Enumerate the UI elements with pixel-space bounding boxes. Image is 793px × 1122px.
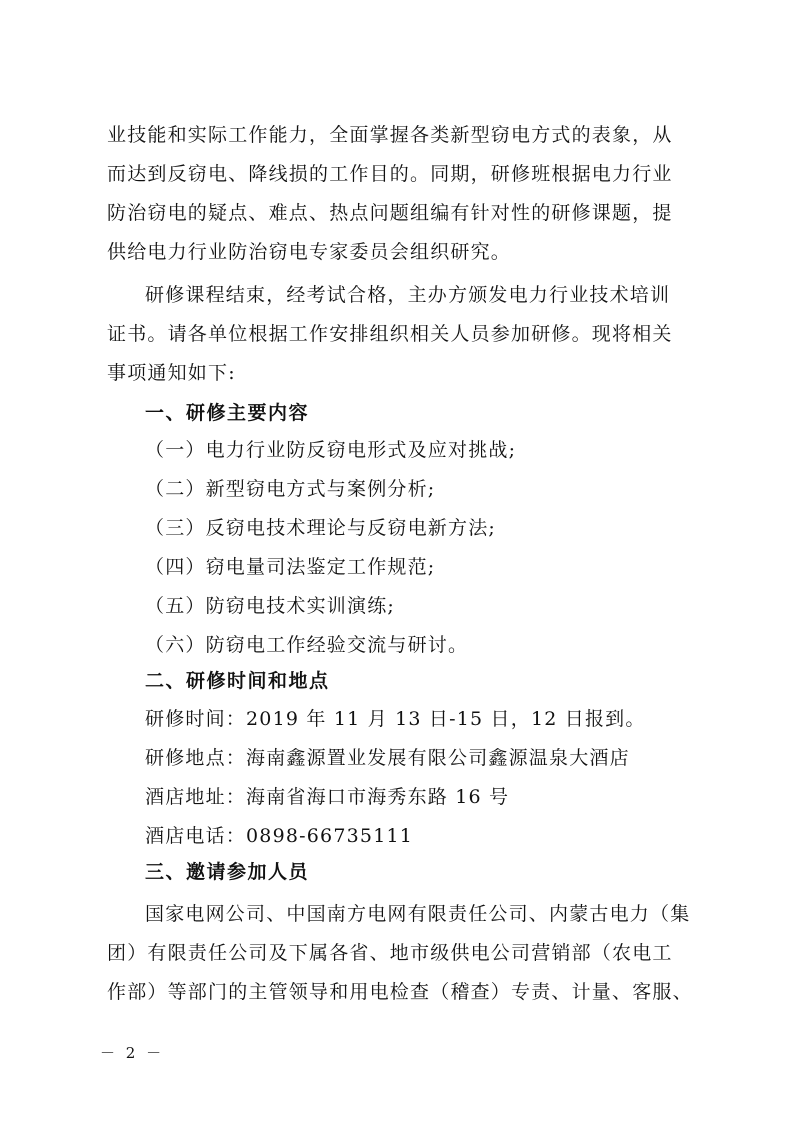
list-item: （二）新型窃电方式与案例分析; (145, 478, 436, 500)
page-number: － 2 － (100, 1044, 165, 1062)
list-item: 研修时间：2019 年 11 月 13 日-15 日，12 日报到。 (145, 708, 646, 730)
list-item: （五）防窃电技术实训演练; (145, 595, 396, 617)
text-line: 事项通知如下: (107, 362, 236, 384)
text-line: 团）有限责任公司及下属各省、地市级供电公司营销部（农电工 (107, 942, 673, 964)
text-line: 业技能和实际工作能力，全面掌握各类新型窃电方式的表象，从 (107, 124, 673, 146)
text-line: 作部）等部门的主管领导和用电检查（稽查）专责、计量、客服、 (107, 981, 693, 1003)
section-heading: 二、研修时间和地点 (145, 670, 330, 692)
text-line: 供给电力行业防治窃电专家委员会组织研究。 (107, 241, 512, 263)
list-item: （三）反窃电技术理论与反窃电新方法; (145, 517, 497, 539)
text-line: 研修课程结束，经考试合格，主办方颁发电力行业技术培训 (145, 284, 671, 306)
text-line: 国家电网公司、中国南方电网有限责任公司、内蒙古电力（集 (145, 903, 691, 925)
text-line: 证书。请各单位根据工作安排组织相关人员参加研修。现将相关 (107, 323, 673, 345)
text-line: 而达到反窃电、降线损的工作目的。同期，研修班根据电力行业 (107, 163, 673, 185)
list-item: （六）防窃电工作经验交流与研讨。 (145, 634, 469, 656)
list-item: 酒店地址：海南省海口市海秀东路 16 号 (145, 786, 510, 808)
text-line: 防治窃电的疑点、难点、热点问题组编有针对性的研修课题，提 (107, 202, 673, 224)
list-item: （四）窃电量司法鉴定工作规范; (145, 556, 436, 578)
list-item: （一）电力行业防反窃电形式及应对挑战; (145, 439, 517, 461)
list-item: 研修地点：海南鑫源置业发展有限公司鑫源温泉大酒店 (145, 747, 630, 769)
section-heading: 三、邀请参加人员 (145, 861, 310, 883)
section-heading: 一、研修主要内容 (145, 402, 310, 424)
list-item: 酒店电话：0898-66735111 (145, 825, 414, 847)
